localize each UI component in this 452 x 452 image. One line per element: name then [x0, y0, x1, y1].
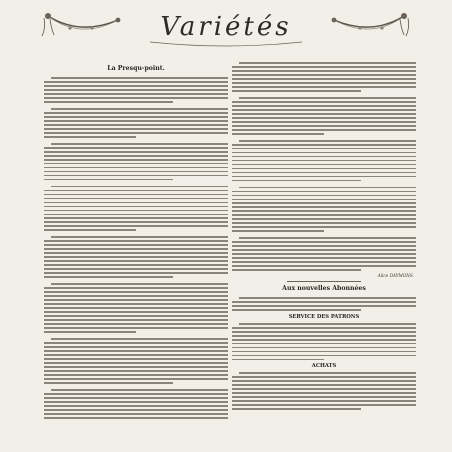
right-column — [232, 62, 416, 446]
article-title: La Presqu-point. — [107, 65, 165, 72]
masthead — [40, 6, 412, 48]
divider — [287, 281, 361, 282]
signature: Alice DAYMONS. — [377, 273, 414, 279]
service-title: SERVICE DES PATRONS — [288, 313, 360, 320]
left-column — [44, 62, 228, 446]
achats-title: ACHATS — [311, 363, 337, 370]
notice-title: Aux nouvelles Abonnées — [282, 285, 366, 293]
section-title: Variétés — [160, 12, 292, 42]
